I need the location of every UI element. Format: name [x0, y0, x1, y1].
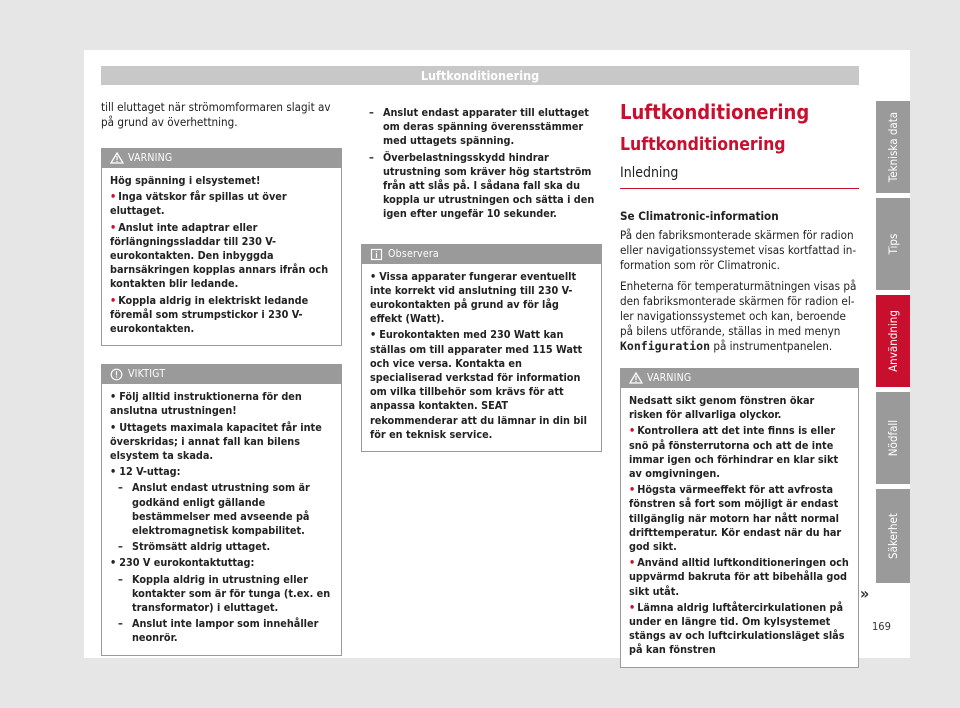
warning-bullet: • Inga vätskor får spillas ut över eluttaget. — [110, 190, 287, 218]
intro-text: till eluttaget när strömomformaren slagit av på grund av överhettning. — [101, 100, 331, 129]
paragraph: På den fabriksmonterade skärmen för radion eller navigationssystemet visas kortfattad information som rör Climatronic. — [620, 228, 857, 272]
warning-bullet: • Högsta värmeeffekt för att avfrosta fönstren så fort som möjligt är endast tillgänglig när motorn har nått normal drifttemperatur. Kör endast när du har god sikt. — [629, 483, 842, 554]
important-dash-item: – Anslut inte lampor som innehåller neonrör. — [118, 617, 319, 645]
warning-box — [101, 148, 342, 346]
important-box-header — [102, 365, 341, 384]
tab-nodfall[interactable]: Nödfall — [876, 392, 910, 484]
column-middle — [361, 104, 602, 452]
warning-box-header — [102, 149, 341, 168]
running-header: Luftkonditionering — [101, 66, 859, 85]
warning-box-header — [621, 369, 858, 388]
warning-triangle-icon — [629, 372, 643, 391]
warning-bullet: • Kontrollera att det inte finns is eller snö på fönsterrutorna och att de inte immar igen och förhindrar en klar sikt av omgivningen. — [629, 424, 839, 481]
column-left — [101, 100, 342, 656]
note-box-header — [362, 245, 601, 264]
note-box — [361, 244, 602, 452]
page-number: 169 — [872, 620, 891, 633]
tab-tips[interactable]: Tips — [876, 198, 910, 290]
paragraph: Enheterna för temperaturmätningen visas på den fabriksmonterade skärmen för radion eller navigationssystemet och kan, beroende på bilens utförande, ställas in med menyn Konfiguration på instrumentpanelen. — [620, 279, 857, 353]
subsection-title: Inledning — [620, 164, 859, 189]
important-bullet: • Följ alltid instruktionerna för den anslutna utrustningen! — [110, 390, 302, 418]
warning-title: Hög spänning i elsystemet! — [110, 174, 261, 187]
dash-item: – Anslut endast apparater till eluttaget om deras spänning överensstämmer med uttagets spänning. — [369, 106, 589, 148]
dash-item: – Överbelastningsskydd hindrar utrustning som kräver hög startström från att slås på. I sådana fall ska du koppla ur utrustningen och sätta i den igen efter ungefär 10 sekunder. — [369, 150, 595, 221]
chapter-title: Luftkonditionering — [620, 100, 810, 124]
tab-sakerhet[interactable]: Säkerhet — [876, 489, 910, 583]
warning-triangle-icon — [110, 152, 124, 171]
menu-name: Konfiguration — [620, 339, 711, 353]
important-dash-item: – Koppla aldrig in utrustning eller kontakter som är för tunga (t.ex. en transformator) i eluttaget. — [118, 572, 331, 615]
tab-tekniska-data[interactable]: Tekniska data — [876, 101, 910, 193]
continue-arrow-icon: » — [860, 584, 870, 603]
note-icon — [370, 248, 383, 268]
important-box-label: VIKTIGT — [128, 368, 166, 381]
note-bullet: • Eurokontakten med 230 Watt kan ställas om till apparater med 115 Watt och vice versa. Kontakta en specialiserad verkstad för information om vilka tillbehör som krävs för att anpassa kontakten. SEAT rekommenderar att du lämnar in din bil för en teknisk service. — [370, 328, 587, 441]
warning-bullet: • Anslut inte adaptrar eller förlängningssladdar till 230 V-eurokontakten. Den inbyggda barnsäkringen kopplas annars ifrån och kontakten blir ledande. — [110, 220, 329, 291]
important-box — [101, 364, 342, 655]
column-right — [620, 98, 859, 668]
important-bullet: • 230 V eurokontaktuttag: — [110, 556, 255, 570]
warning-box-label: VARNING — [647, 372, 692, 384]
note-box-label: Observera — [388, 247, 439, 260]
warning-box — [620, 368, 859, 668]
section-heading: Se Climatronic-information — [620, 209, 779, 223]
warning-bullet: • Använd alltid luftkonditioneringen och uppvärmd bakruta för att bibehålla god sikt utåt. — [629, 556, 849, 598]
important-bullet: • 12 V-uttag: — [110, 465, 181, 479]
important-dash-item: – Strömsätt aldrig uttaget. — [118, 540, 271, 554]
important-bullet: • Uttagets maximala kapacitet får inte överskridas; i annat fall kan bilens elsystem ta skada. — [110, 420, 322, 463]
info-circle-icon — [110, 368, 123, 388]
important-dash-item: – Anslut endast utrustning som är godkänd enligt gällande bestämmelser med avseende på elektromagnetisk kompabilitet. — [118, 481, 310, 538]
warning-box-label: VARNING — [128, 152, 173, 164]
note-bullet: • Vissa apparater fungerar eventuellt inte korrekt vid anslutning till 230 V-eurokontakten på grund av för låg effekt (Watt). — [370, 269, 577, 326]
tab-anvandning[interactable]: Användning — [876, 295, 910, 387]
warning-bullet: • Koppla aldrig in elektriskt ledande föremål som strumpstickor i 230 V-eurokontakten. — [110, 293, 309, 336]
warning-bullet: • Lämna aldrig luftåtercirkulationen på under en längre tid. Om kylsystemet stängs av och luftcirkulationsläget slås på kan fönstren — [629, 600, 845, 657]
warning-title: Nedsatt sikt genom fönstren ökar risken för allvarliga olyckor. — [629, 394, 815, 422]
section-title: Luftkonditionering — [620, 135, 786, 155]
